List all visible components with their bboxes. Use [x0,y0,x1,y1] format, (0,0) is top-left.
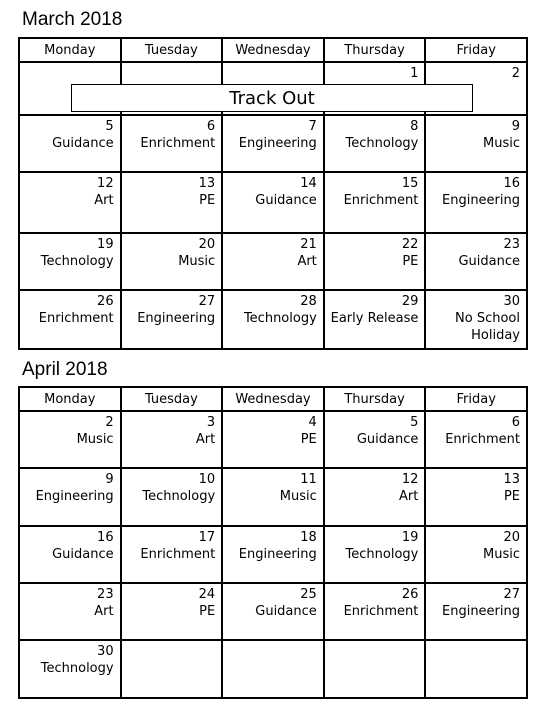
day-number: 20 [503,530,520,545]
day-number: 15 [401,176,419,191]
day-cell [324,233,426,290]
day-cell [121,468,223,526]
day-label: Art [399,489,419,504]
day-label: Enrichment [343,604,419,619]
day-number: 6 [511,415,520,430]
week-row [19,411,527,468]
week-row [19,640,527,698]
weekday-header-row [19,38,527,62]
day-number: 4 [308,415,317,430]
week-row [19,172,527,233]
day-label: Guidance [356,432,419,447]
day-number: 5 [410,415,419,430]
day-label: Engineering [35,489,114,504]
day-cell [121,526,223,583]
day-number: 5 [105,119,114,134]
day-cell [324,526,426,583]
day-number: 1 [410,66,419,81]
week-row [19,115,527,172]
day-number: 12 [97,176,114,191]
day-number: 14 [300,176,317,191]
day-label: PE [300,432,317,447]
week-row [19,468,527,526]
day-number: 16 [503,176,520,191]
day-label: Guidance [255,604,317,619]
day-label: Art [195,432,216,447]
day-number: 16 [97,530,114,545]
day-number [426,641,526,643]
day-label: Enrichment [343,193,419,208]
day-cell [324,290,426,349]
day-number: 12 [401,472,419,487]
day-label: Engineering [137,311,216,326]
day-number: 30 [97,644,114,659]
day-label: Music [483,547,520,562]
day-label: Music [76,432,114,447]
day-number: 30 [503,294,520,309]
day-cell [19,411,121,468]
day-cell [121,640,223,698]
day-cell [222,172,324,233]
day-number: 22 [401,237,419,252]
day-cell [324,172,426,233]
week-row [19,526,527,583]
march-title: March 2018 [22,9,123,30]
day-cell [425,290,527,349]
day-label: Guidance [255,193,317,208]
day-number: 8 [410,119,419,134]
day-cell [425,640,527,698]
day-number: 28 [300,294,317,309]
day-cell [19,583,121,640]
weekday-friday: Friday [425,38,527,62]
weekday-wednesday: Wednesday [222,387,324,411]
day-label: Engineering [442,193,520,208]
day-number: 29 [401,294,419,309]
day-label: PE [199,193,216,208]
day-label: Engineering [238,136,317,151]
day-label: Guidance [458,254,520,269]
day-label: Music [279,489,317,504]
day-label: Enrichment [140,136,216,151]
day-cell [324,640,426,698]
day-label: Engineering [442,604,520,619]
day-cell [19,290,121,349]
day-cell [19,640,121,698]
day-number: 19 [97,237,114,252]
day-number: 23 [503,237,520,252]
day-label: PE [199,604,216,619]
day-cell [324,468,426,526]
april-title: April 2018 [22,359,108,380]
day-cell [425,115,527,172]
weekday-monday: Monday [19,38,121,62]
day-cell [19,468,121,526]
day-cell [222,115,324,172]
day-label: Technology [345,547,419,562]
weekday-header-row [19,387,527,411]
day-cell [425,526,527,583]
day-cell [324,411,426,468]
day-label: Music [178,254,216,269]
day-cell [19,526,121,583]
day-number: 10 [198,472,216,487]
day-label: Technology [243,311,317,326]
day-cell [222,583,324,640]
day-cell [425,411,527,468]
day-cell [324,583,426,640]
day-number: 13 [198,176,216,191]
day-number: 21 [300,237,317,252]
day-label: Guidance [52,547,114,562]
day-cell [19,233,121,290]
week-row [19,583,527,640]
day-number [223,641,323,643]
track-out-banner: Track Out [71,84,473,112]
day-cell [121,411,223,468]
day-label: PE [402,254,419,269]
day-label: Enrichment [140,547,216,562]
day-number: 17 [198,530,216,545]
day-cell [121,233,223,290]
day-cell [222,233,324,290]
day-number: 7 [308,119,317,134]
day-cell [121,115,223,172]
day-label: Music [483,136,520,151]
day-cell [222,411,324,468]
day-cell [19,115,121,172]
day-label: Engineering [238,547,317,562]
day-label: Enrichment [38,311,114,326]
week-row [19,233,527,290]
day-number: 18 [300,530,317,545]
april-calendar [18,386,528,699]
day-label: Technology [142,489,216,504]
day-number [122,641,222,643]
day-cell [19,172,121,233]
day-number: 20 [198,237,216,252]
day-cell [121,583,223,640]
day-number: 19 [401,530,419,545]
weekday-friday: Friday [425,387,527,411]
weekday-thursday: Thursday [324,38,426,62]
day-cell [425,468,527,526]
day-number: 24 [198,587,216,602]
day-label: Technology [40,661,114,676]
day-label: PE [503,489,520,504]
day-cell [425,172,527,233]
day-number: 2 [511,66,520,81]
day-cell [121,290,223,349]
day-cell [222,468,324,526]
weekday-monday: Monday [19,387,121,411]
day-number: 9 [511,119,520,134]
day-label: Technology [40,254,114,269]
day-number: 27 [503,587,520,602]
day-cell [222,526,324,583]
day-number: 25 [300,587,317,602]
day-label: Guidance [52,136,114,151]
day-number: 6 [206,119,216,134]
weekday-wednesday: Wednesday [222,38,324,62]
day-label: Enrichment [445,432,520,447]
day-number: 2 [105,415,114,430]
day-number [122,63,222,65]
day-cell [324,115,426,172]
day-number: 9 [105,472,114,487]
day-number [20,63,120,65]
day-cell [222,640,324,698]
day-label: No School Holiday [455,311,520,343]
day-number: 3 [206,415,216,430]
weekday-tuesday: Tuesday [121,38,223,62]
day-cell [222,290,324,349]
day-number: 13 [503,472,520,487]
day-number: 27 [198,294,216,309]
day-number [325,641,425,643]
day-label: Technology [345,136,419,151]
day-number: 11 [300,472,317,487]
day-label: Art [94,604,114,619]
day-number [223,63,323,65]
day-cell [425,233,527,290]
day-number: 26 [97,294,114,309]
day-label: Early Release [330,311,419,326]
day-label: Art [94,193,114,208]
day-cell [121,172,223,233]
week-row [19,290,527,349]
day-number: 23 [97,587,114,602]
day-label: Art [297,254,317,269]
weekday-thursday: Thursday [324,387,426,411]
day-cell [425,583,527,640]
weekday-tuesday: Tuesday [121,387,223,411]
day-number: 26 [401,587,419,602]
